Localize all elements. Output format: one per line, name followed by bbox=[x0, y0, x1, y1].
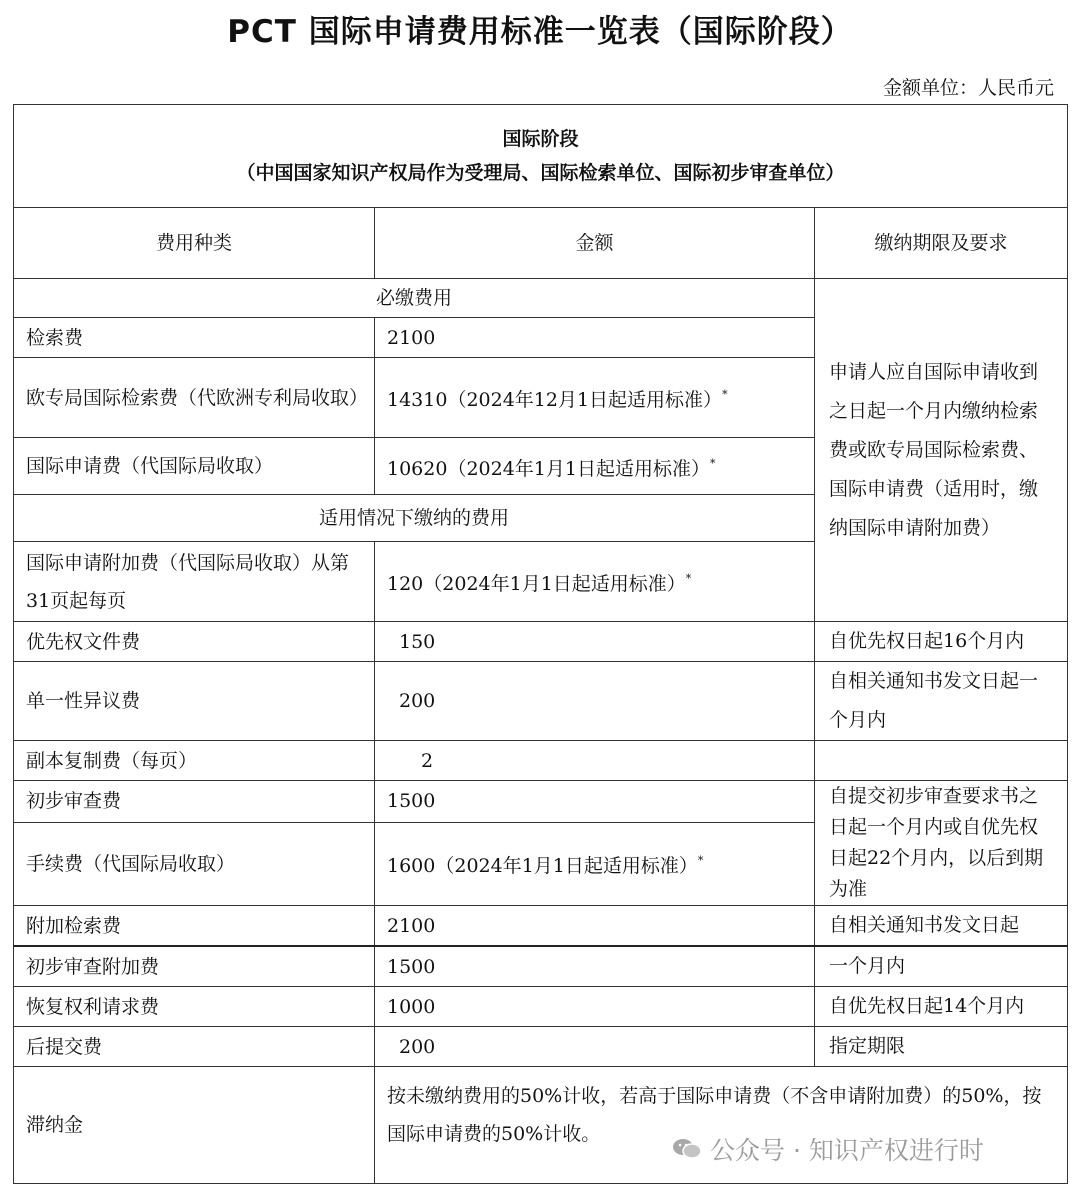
watermark bbox=[672, 1131, 984, 1167]
amount-text: 14310（2024年12月1日起适用标准） bbox=[387, 389, 723, 411]
footnote-mark: * bbox=[685, 572, 692, 585]
stage-header bbox=[14, 105, 1068, 208]
table-row bbox=[14, 781, 1068, 823]
fee-type: 副本复制费（每页） bbox=[14, 741, 375, 781]
unit-note: 金额单位：人民币元 bbox=[882, 77, 1054, 99]
fee-deadline: 指定期限 bbox=[815, 1027, 1068, 1067]
fee-amount: 200 bbox=[375, 662, 815, 741]
fee-amount: 150 bbox=[375, 622, 815, 662]
fee-type: 国际申请附加费（代国际局收取）从第31页起每页 bbox=[14, 542, 375, 622]
fee-type: 欧专局国际检索费（代欧洲专利局收取） bbox=[14, 358, 375, 438]
amount-text: 120（2024年1月1日起适用标准） bbox=[387, 573, 686, 595]
column-header-deadline: 缴纳期限及要求 bbox=[815, 208, 1068, 279]
fee-amount bbox=[375, 822, 815, 905]
table-row bbox=[14, 1027, 1068, 1067]
stage-title: 国际阶段 bbox=[502, 128, 579, 150]
fee-amount: 按未缴纳费用的50%计收，若高于国际申请费（不含申请附加费）的50%，按国际申请费的50%计收。 bbox=[375, 1067, 1068, 1184]
table-row bbox=[14, 906, 1068, 947]
fee-type: 单一性异议费 bbox=[14, 662, 375, 741]
fee-amount bbox=[375, 438, 815, 495]
fee-amount: 1500 bbox=[375, 946, 815, 987]
fee-deadline: 自相关通知书发文日起一个月内 bbox=[815, 662, 1068, 741]
fee-type: 恢复权利请求费 bbox=[14, 987, 375, 1027]
fee-type: 初步审查费 bbox=[14, 781, 375, 823]
section-row bbox=[14, 279, 1068, 318]
fee-amount bbox=[375, 542, 815, 622]
column-header-type: 费用种类 bbox=[14, 208, 375, 279]
fee-type: 优先权文件费 bbox=[14, 622, 375, 662]
table-row bbox=[14, 622, 1068, 662]
fee-deadline: 自优先权日起16个月内 bbox=[815, 622, 1068, 662]
fee-deadline: 自相关通知书发文日起 bbox=[815, 906, 1068, 947]
table-row bbox=[14, 946, 1068, 987]
section-mandatory: 必缴费用 bbox=[14, 279, 815, 318]
table-header bbox=[14, 105, 1068, 208]
fee-amount: 200 bbox=[375, 1027, 815, 1067]
fee-amount: 1500 bbox=[375, 781, 815, 823]
fee-type: 后提交费 bbox=[14, 1027, 375, 1067]
fee-table bbox=[13, 104, 1068, 1184]
footnote-mark: * bbox=[722, 388, 728, 401]
amount-text: 10620（2024年1月1日起适用标准） bbox=[387, 457, 710, 480]
section-optional: 适用情况下缴纳的费用 bbox=[14, 495, 815, 542]
deadline-exam-group: 自提交初步审查要求书之日起一个月内或自优先权日起22个月内，以后到期为准 bbox=[815, 781, 1068, 906]
fee-deadline: 一个月内 bbox=[815, 946, 1068, 987]
page-title: PCT 国际申请费用标准一览表（国际阶段） bbox=[227, 14, 853, 50]
fee-type: 手续费（代国际局收取） bbox=[14, 822, 375, 905]
fee-type: 附加检索费 bbox=[14, 906, 375, 947]
table-row bbox=[14, 662, 1068, 741]
deadline-mandatory-group: 申请人应自国际申请收到之日起一个月内缴纳检索费或欧专局国际检索费、国际申请费（适用时，缴纳国际申请附加费） bbox=[815, 279, 1068, 622]
column-headers bbox=[14, 208, 1068, 279]
footnote-mark: * bbox=[709, 456, 716, 470]
column-header-amount: 金额 bbox=[375, 208, 815, 279]
fee-amount: 2100 bbox=[375, 318, 815, 358]
wechat-icon bbox=[672, 1137, 702, 1161]
amount-text: 1600（2024年1月1日起适用标准） bbox=[387, 855, 698, 878]
fee-amount: 2 bbox=[375, 741, 815, 781]
fee-type: 国际申请费（代国际局收取） bbox=[14, 438, 375, 495]
table-row bbox=[14, 741, 1068, 781]
fee-deadline: 自优先权日起14个月内 bbox=[815, 987, 1068, 1027]
fee-amount: 2100 bbox=[375, 906, 815, 947]
fee-type: 检索费 bbox=[14, 318, 375, 358]
fee-type: 初步审查附加费 bbox=[14, 946, 375, 987]
fee-deadline-empty bbox=[815, 741, 1068, 781]
footnote-mark: * bbox=[697, 854, 704, 868]
fee-amount bbox=[375, 358, 815, 438]
fee-type: 滞纳金 bbox=[14, 1067, 375, 1184]
watermark-text: 公众号 · 知识产权进行时 bbox=[710, 1136, 984, 1165]
fee-amount: 1000 bbox=[375, 987, 815, 1027]
table-row bbox=[14, 987, 1068, 1027]
authority-note: （中国国家知识产权局作为受理局、国际检索单位、国际初步审查单位） bbox=[236, 162, 845, 184]
